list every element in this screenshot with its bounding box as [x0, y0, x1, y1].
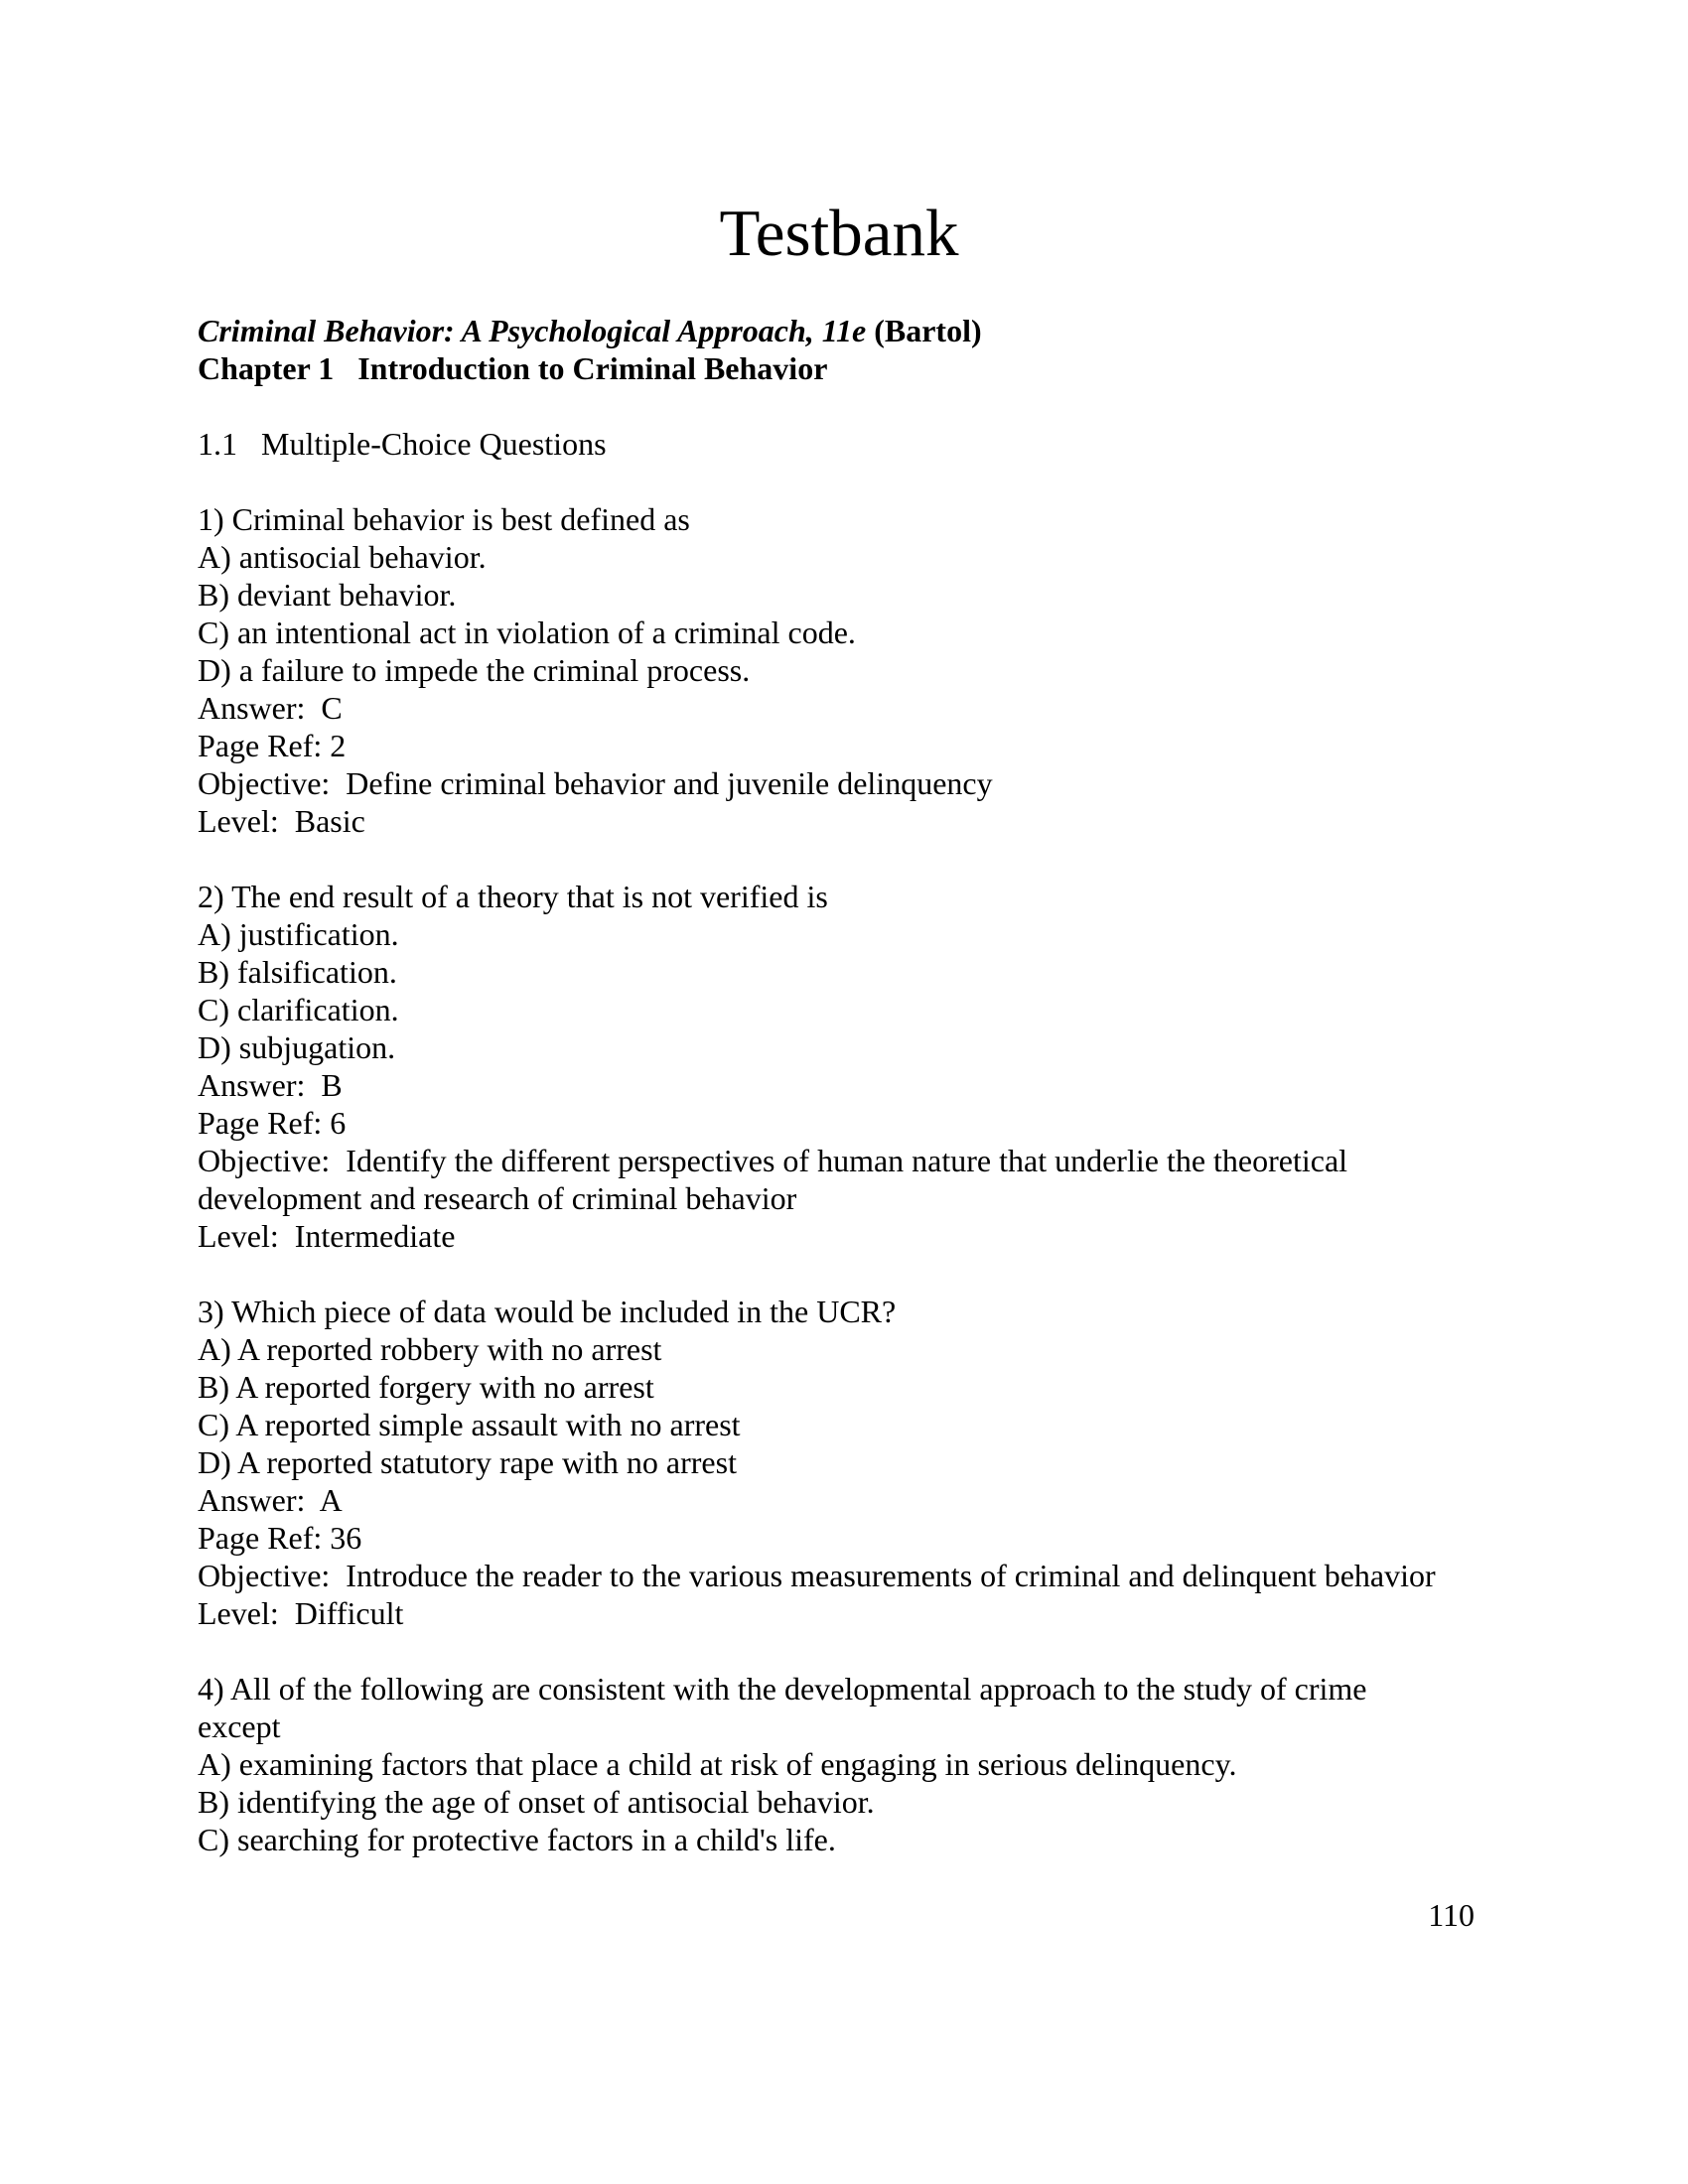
answer-option: C) A reported simple assault with no arrest: [198, 1407, 741, 1442]
answer-option: A) examining factors that place a child at risk of engaging in serious delinquency.: [198, 1746, 1237, 1782]
objective: development and research of criminal behavior: [198, 1180, 797, 1216]
objective: Objective: Identify the different perspectives of human nature that underlie the theoretical: [198, 1143, 1348, 1178]
chapter-title: Introduction to Criminal Behavior: [357, 350, 828, 386]
chapter-label: Chapter 1: [198, 350, 335, 386]
question-item: [198, 500, 1488, 840]
question-text: 2) The end result of a theory that is not verified is: [198, 879, 828, 914]
answer-option: B) A reported forgery with no arrest: [198, 1369, 654, 1405]
book-title-line: [198, 312, 1488, 349]
page-title: [0, 189, 1688, 278]
difficulty-level: Level: Difficult: [198, 1595, 404, 1631]
question-text: 3) Which piece of data would be included in the UCR?: [198, 1294, 897, 1329]
answer-option: A) justification.: [198, 916, 399, 952]
answer-key: Answer: A: [198, 1482, 343, 1518]
page-ref: Page Ref: 2: [198, 728, 347, 763]
answer-option: B) identifying the age of onset of antisocial behavior.: [198, 1784, 875, 1820]
section-number: 1.1: [198, 426, 237, 462]
answer-option: D) subjugation.: [198, 1029, 396, 1065]
answer-option: A) antisocial behavior.: [198, 539, 487, 575]
page-ref: Page Ref: 36: [198, 1520, 362, 1556]
book-author: (Bartol): [874, 313, 982, 348]
answer-option: C) searching for protective factors in a child's life.: [198, 1822, 836, 1857]
answer-option: D) A reported statutory rape with no arrest: [198, 1444, 737, 1480]
objective: Objective: Define criminal behavior and juvenile delinquency: [198, 765, 993, 801]
section-title: Multiple-Choice Questions: [261, 426, 607, 462]
question-item: [198, 1670, 1488, 1858]
answer-option: A) A reported robbery with no arrest: [198, 1331, 662, 1367]
title-text: Testbank: [719, 197, 959, 270]
answer-option: B) deviant behavior.: [198, 577, 457, 613]
answer-option: B) falsification.: [198, 954, 397, 990]
question-item: [198, 878, 1488, 1255]
page-ref: Page Ref: 6: [198, 1105, 347, 1141]
page-number: 110: [1428, 1897, 1475, 1933]
book-title: Criminal Behavior: A Psychological Approach, 11e: [198, 313, 867, 348]
difficulty-level: Level: Intermediate: [198, 1218, 456, 1254]
question-list: [198, 500, 1488, 1858]
question-text: 1) Criminal behavior is best defined as: [198, 501, 690, 537]
answer-option: C) clarification.: [198, 992, 399, 1027]
answer-option: D) a failure to impede the criminal process.: [198, 652, 751, 688]
answer-key: Answer: C: [198, 690, 343, 726]
objective: Objective: Introduce the reader to the various measurements of criminal and delinquent behavior: [198, 1558, 1436, 1593]
question-text: 4) All of the following are consistent with the developmental approach to the study of crime: [198, 1671, 1367, 1706]
document-body: [198, 312, 1488, 1858]
question-item: [198, 1293, 1488, 1632]
chapter-heading: [198, 349, 1488, 387]
answer-option: C) an intentional act in violation of a criminal code.: [198, 614, 856, 650]
question-text: except: [198, 1708, 281, 1744]
section-heading: [198, 425, 1488, 463]
difficulty-level: Level: Basic: [198, 803, 365, 839]
answer-key: Answer: B: [198, 1067, 343, 1103]
